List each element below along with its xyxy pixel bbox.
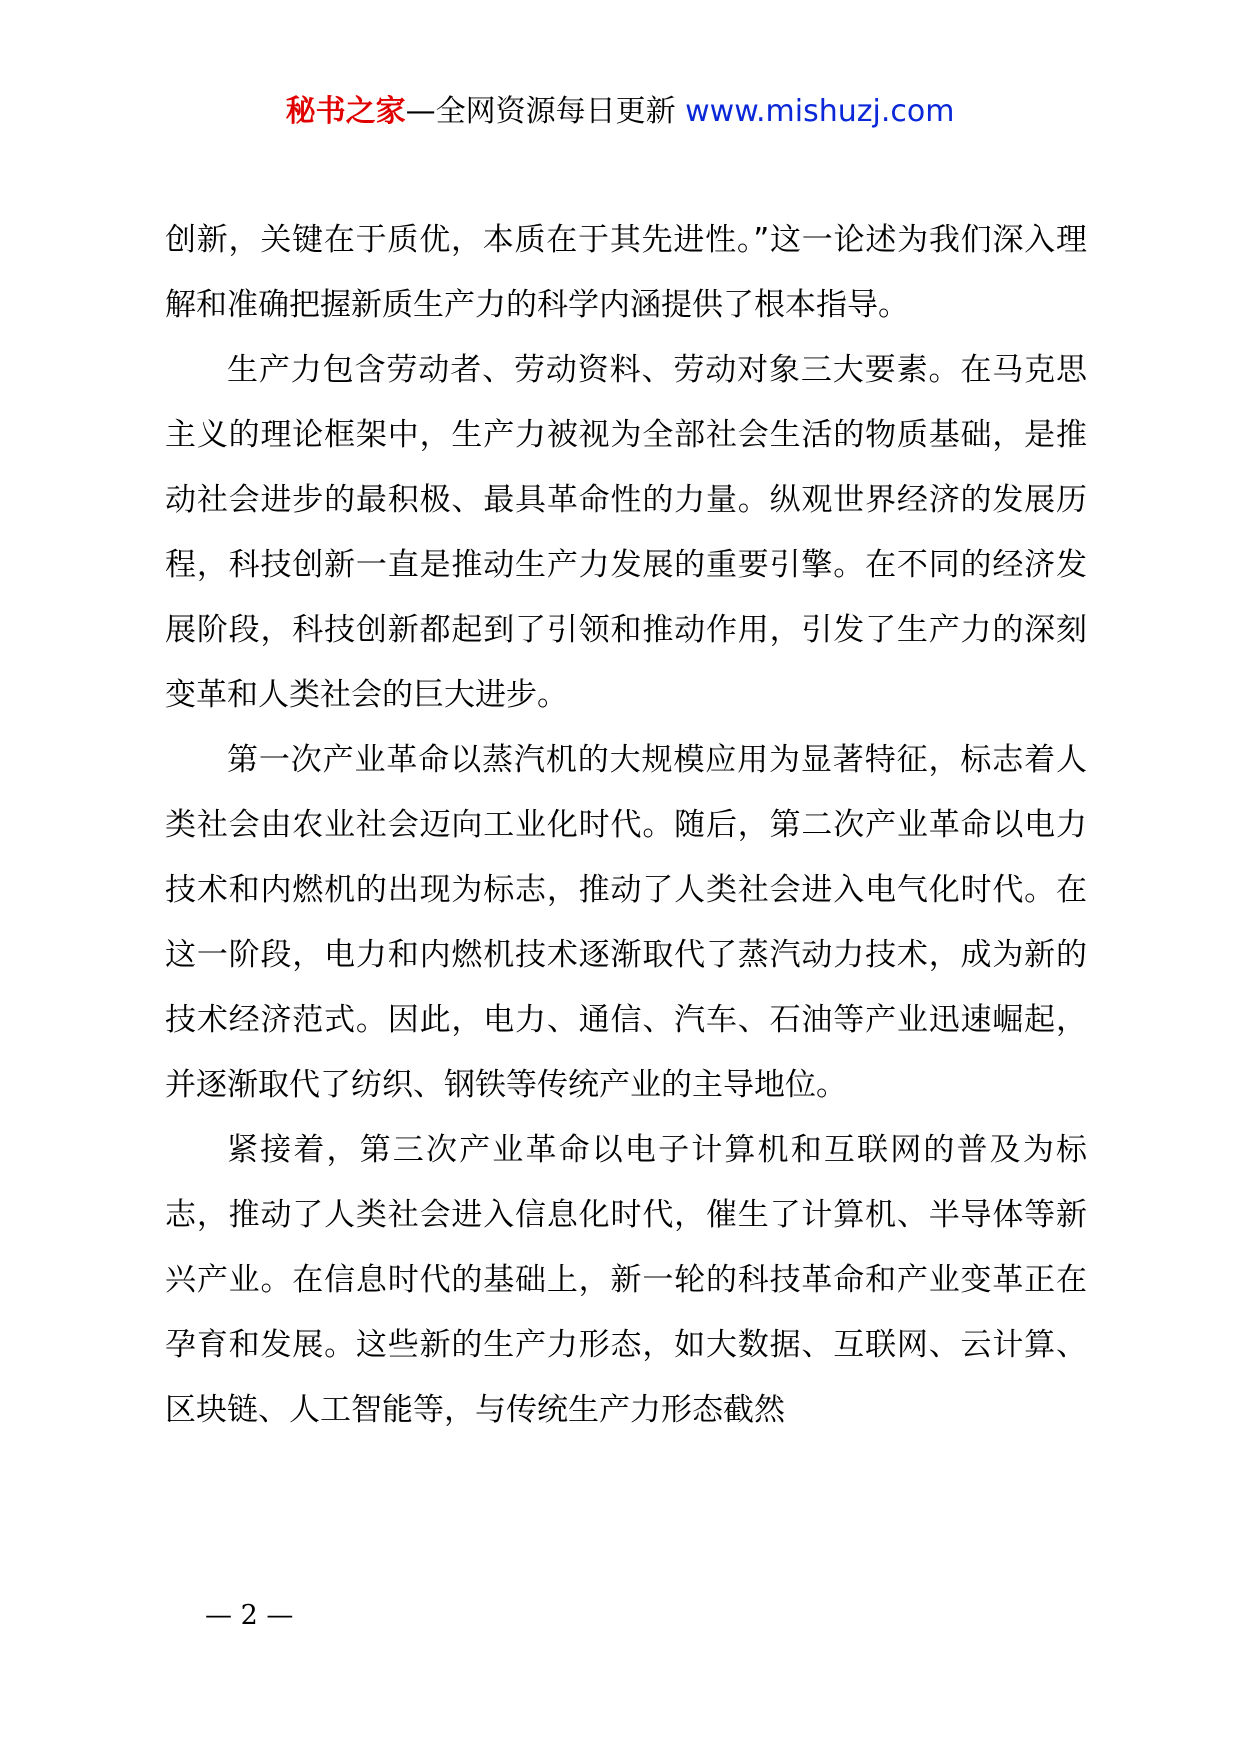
site-header bbox=[0, 92, 1240, 132]
paragraph-industrial-revolutions: 第一次产业革命以蒸汽机的大规模应用为显著特征，标志着人类社会由农业社会迈向工业化时代。随后，第二次产业革命以电力技术和内燃机的出现为标志，推动了人类社会进入电气化时代。在这一阶段，电力和内燃机技术逐渐取代了蒸汽动力技术，成为新的技术经济范式。因此，电力、通信、汽车、石油等产业迅速崛起，并逐渐取代了纺织、钢铁等传统产业的主导地位。 bbox=[165, 742, 1087, 1103]
page-number: — 2 — bbox=[205, 1600, 294, 1631]
document-body bbox=[165, 208, 1087, 1443]
header-url-link[interactable]: www.mishuzj.com bbox=[685, 94, 955, 129]
paragraph-information-age: 紧接着，第三次产业革命以电子计算机和互联网的普及为标志，推动了人类社会进入信息化时代，催生了计算机、半导体等新兴产业。在信息时代的基础上，新一轮的科技革命和产业变革正在孕育和发展。这些新的生产力形态，如大数据、互联网、云计算、区块链、人工智能等，与传统生产力形态截然 bbox=[165, 1132, 1087, 1428]
header-brand: 秘书之家 bbox=[285, 94, 406, 129]
header-slogan: —全网资源每日更新 bbox=[405, 94, 676, 129]
paragraph-continuation: 创新，关键在于质优，本质在于其先进性。”这一论述为我们深入理解和准确把握新质生产力的科学内涵提供了根本指导。 bbox=[165, 222, 1087, 323]
paragraph-productivity-elements: 生产力包含劳动者、劳动资料、劳动对象三大要素。在马克思主义的理论框架中，生产力被视为全部社会生活的物质基础，是推动社会进步的最积极、最具革命性的力量。纵观世界经济的发展历程，科技创新一直是推动生产力发展的重要引擎。在不同的经济发展阶段，科技创新都起到了引领和推动作用，引发了生产力的深刻变革和人类社会的巨大进步。 bbox=[165, 352, 1087, 713]
